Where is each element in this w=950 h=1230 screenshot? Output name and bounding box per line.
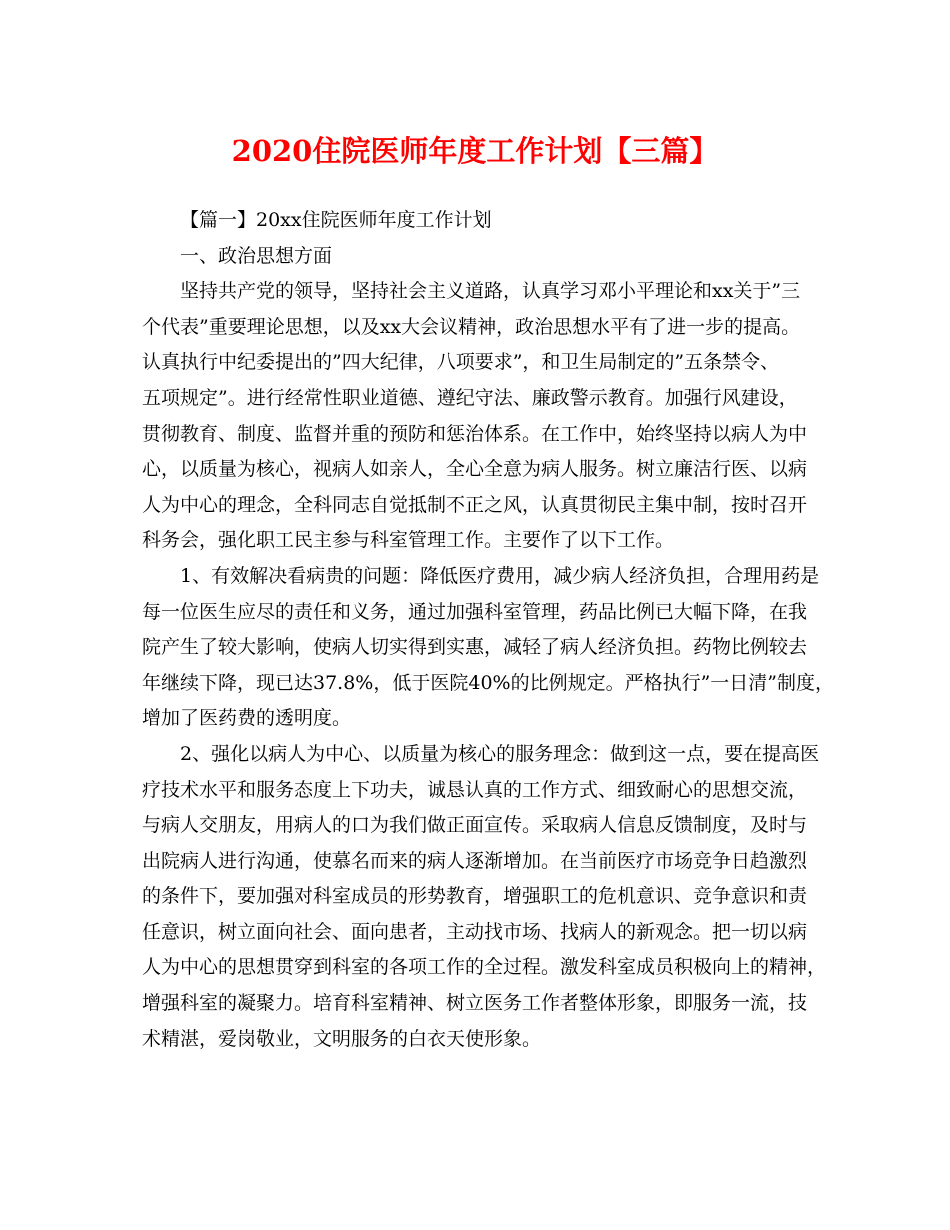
- document-body: [142, 203, 835, 1057]
- document-title: 2020住院医师年度工作计划【三篇】: [231, 134, 719, 168]
- subsection-heading: 一、政治思想方面: [180, 244, 333, 267]
- section-heading: 【篇一】20xx住院医师年度工作计划: [180, 209, 492, 231]
- paragraph-line: 增加了医药费的透明度。: [142, 707, 352, 730]
- paragraph-line: 的条件下，要加强对科室成员的形势教育，增强职工的危机意识、竞争意识和责: [142, 885, 808, 908]
- paragraph-line: 坚持共产党的领导，坚持社会主义道路，认真学习邓小平理论和xx关于”三: [180, 280, 801, 303]
- paragraph-line: 人为中心的思想贯穿到科室的各项工作的全过程。激发科室成员积极向上的精神，: [142, 956, 827, 979]
- paragraph-line: 年继续下降，现已达37.8%，低于医院40%的比例规定。严格执行”一日清”制度，: [142, 671, 835, 694]
- paragraph-line: 五项规定”。进行经常性职业道德、遵纪守法、廉政警示教育。加强行风建设，: [142, 386, 798, 409]
- paragraph-line: 2、强化以病人为中心、以质量为核心的服务理念：做到这一点，要在提高医: [180, 742, 820, 765]
- paragraph-line: 增强科室的凝聚力。培育科室精神、树立医务工作者整体形象，即服务一流，技: [142, 992, 808, 1015]
- paragraph-line: 出院病人进行沟通，使慕名而来的病人逐渐增加。在当前医疗市场竞争日趋激烈: [142, 849, 808, 872]
- paragraph-line: 人为中心的理念，全科同志自觉抵制不正之风，认真贯彻民主集中制，按时召开: [142, 493, 808, 516]
- paragraph-line: 疗技术水平和服务态度上下功夫，诚恳认真的工作方式、细致耐心的思想交流，: [142, 778, 808, 801]
- paragraph-line: 贯彻教育、制度、监督并重的预防和惩治体系。在工作中，始终坚持以病人为中: [142, 422, 808, 445]
- paragraph-line: 院产生了较大影响，使病人切实得到实惠，减轻了病人经济负担。药物比例较去: [142, 636, 808, 659]
- paragraph-line: 个代表”重要理论思想，以及xx大会议精神，政治思想水平有了进一步的提高。: [142, 315, 801, 338]
- paragraph-line: 1、有效解决看病贵的问题：降低医疗费用，减少病人经济负担，合理用药是: [180, 564, 820, 587]
- paragraph-line: 每一位医生应尽的责任和义务，通过加强科室管理，药品比例已大幅下降，在我: [142, 600, 808, 623]
- paragraph-line: 科务会，强化职工民主参与科室管理工作。主要作了以下工作。: [142, 529, 675, 552]
- paragraph-line: 认真执行中纪委提出的”四大纪律，八项要求”，和卫生局制定的”五条禁令、: [142, 351, 780, 374]
- paragraph-line: 术精湛，爱岗敬业，文明服务的白衣天使形象。: [142, 1027, 542, 1050]
- paragraph-line: 任意识，树立面向社会、面向患者，主动找市场、找病人的新观念。把一切以病: [142, 920, 808, 943]
- paragraph-line: 心，以质量为核心，视病人如亲人，全心全意为病人服务。树立廉洁行医、以病: [142, 458, 808, 481]
- paragraph-line: 与病人交朋友，用病人的口为我们做正面宣传。采取病人信息反馈制度，及时与: [142, 814, 808, 837]
